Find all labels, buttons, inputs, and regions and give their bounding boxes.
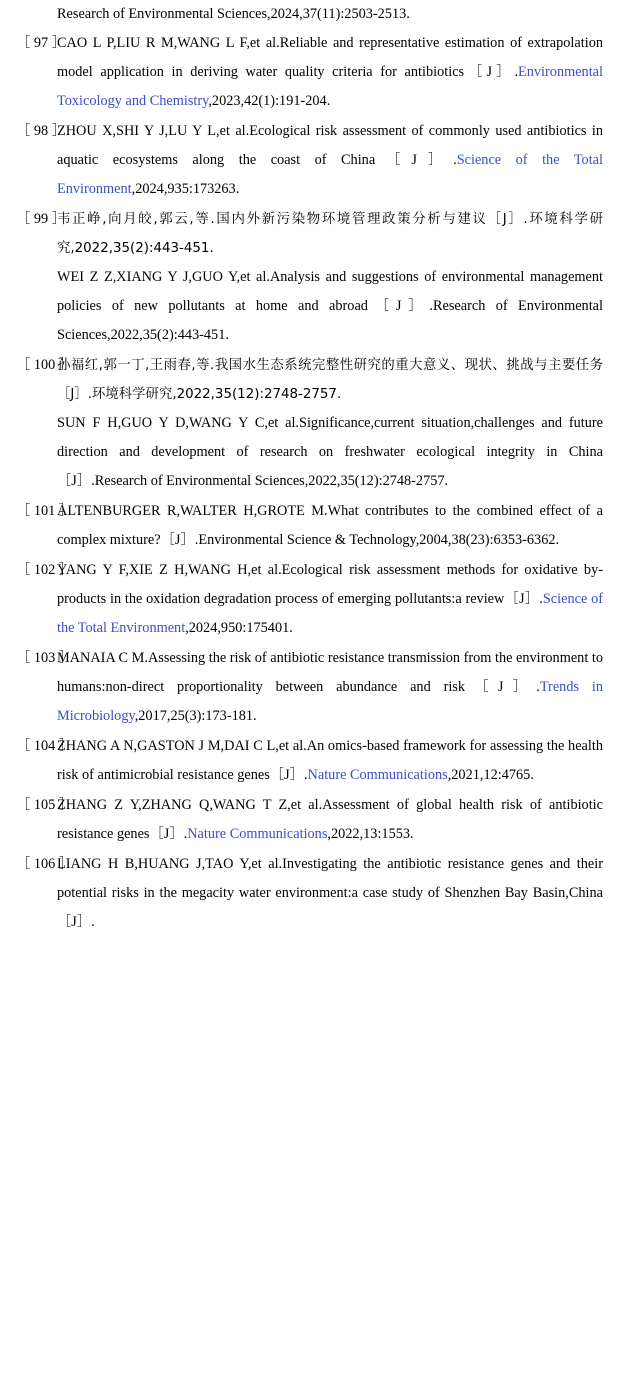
reference-entry (0, 497, 625, 555)
reference-entry (0, 791, 625, 849)
reference-text (57, 850, 625, 937)
reference-text (57, 205, 625, 350)
reference-citation-primary (57, 29, 603, 116)
reference-text (57, 117, 625, 204)
reference-number: ［ 98 ］ (16, 123, 67, 139)
journal-link[interactable]: Environmental Toxicology and Chemistry (57, 64, 603, 109)
reference-text (57, 732, 625, 790)
citation-text: ZHANG Z Y,ZHANG Q,WANG T Z,et al.Assessment of global health risk of antibiotic resistance genes［J］. (57, 797, 603, 842)
reference-text (57, 497, 625, 555)
citation-text: ,2024,935:173263. (131, 181, 240, 197)
reference-number: ［ 100 ］ (16, 357, 74, 373)
reference-entry (0, 556, 625, 643)
citation-text: 韦正峥,向月皎,郭云,等.国内外新污染物环境管理政策分析与建议［J］.环境科学研究,2022,35(2):443-451. (57, 212, 603, 256)
reference-citation-translation (57, 409, 603, 496)
reference-entry (0, 732, 625, 790)
citation-text: ,2021,12:4765. (447, 767, 534, 783)
citation-text: SUN F H,GUO Y D,WANG Y C,et al.Significance,current situation,challenges and future direction and development of research on freshwater ecological integrity in China［J］.Research of Environmental Sciences,2022,35(12):2748-2757. (57, 415, 603, 489)
reference-citation-primary (57, 850, 603, 937)
reference-number: ［ 104 ］ (16, 738, 74, 754)
citation-text: MANAIA C M.Assessing the risk of antibiotic resistance transmission from the environment to humans:non-direct proportionality between abundance and risk［J］. (57, 650, 603, 695)
journal-link[interactable]: Nature Communications (187, 826, 328, 842)
citation-text: ,2024,950:175401. (185, 620, 293, 636)
citation-text: ,2023,42(1):191-204. (208, 93, 331, 109)
citation-text: CAO L P,LIU R M,WANG L F,et al.Reliable and representative estimation of extrapolation model application in deriving water quality criteria for antibiotics［J］. (57, 35, 603, 80)
reference-text (57, 644, 625, 731)
reference-citation-primary (57, 205, 603, 263)
journal-link[interactable]: Trends in Microbiology (57, 679, 603, 724)
reference-citation-primary (57, 644, 603, 731)
reference-citation-primary (57, 351, 603, 409)
journal-link[interactable]: Science of the Total Environment (57, 591, 603, 636)
journal-link[interactable]: Nature Communications (307, 767, 448, 783)
reference-citation-primary (57, 732, 603, 790)
reference-entry (0, 351, 625, 496)
journal-link[interactable]: Science of the Total Environment (57, 152, 603, 197)
top-partial-line: Research of Environmental Sciences,2024,37(11):2503-2513. (57, 6, 410, 22)
reference-entry (0, 117, 625, 204)
reference-text (57, 556, 625, 643)
citation-text: ZHOU X,SHI Y J,LU Y L,et al.Ecological risk assessment of commonly used antibiotics in aquatic ecosystems along the coast of China［J］. (57, 123, 603, 168)
reference-list (0, 29, 625, 937)
citation-text: LIANG H B,HUANG J,TAO Y,et al.Investigating the antibiotic resistance genes and their potential risks in the megacity water environment:a case study of Shenzhen Bay Basin,China［J］. (57, 856, 603, 930)
reference-citation-primary (57, 791, 603, 849)
reference-number: ［ 97 ］ (16, 35, 67, 51)
reference-number: ［ 101 ］ (16, 503, 74, 519)
citation-text: ALTENBURGER R,WALTER H,GROTE M.What contributes to the combined effect of a complex mixture?［J］.Environmental Science & Technology,2004,38(23):6353-6362. (57, 503, 603, 548)
reference-citation-primary (57, 556, 603, 643)
citation-text: WEI Z Z,XIANG Y J,GUO Y,et al.Analysis and suggestions of environmental management policies of new pollutants at home and abroad［J］.Research of Environmental Sciences,2022,35(2):443-451. (57, 269, 603, 343)
citation-text: ZHANG A N,GASTON J M,DAI C L,et al.An omics-based framework for assessing the health risk of antimicrobial resistance genes［J］. (57, 738, 603, 783)
citation-text: ,2022,13:1553. (327, 826, 414, 842)
citation-text: 孙福红,郭一丁,王雨春,等.我国水生态系统完整性研究的重大意义、现状、挑战与主要任务［J］.环境科学研究,2022,35(12):2748-2757. (57, 358, 603, 402)
reference-text (57, 791, 625, 849)
reference-number: ［ 105 ］ (16, 797, 74, 813)
reference-text (57, 351, 625, 496)
reference-citation-primary (57, 117, 603, 204)
reference-citation-translation (57, 263, 603, 350)
reference-citation-primary (57, 497, 603, 555)
reference-text (57, 29, 625, 116)
reference-number: ［ 106 ］ (16, 856, 74, 872)
reference-number: ［ 102 ］ (16, 562, 74, 578)
reference-number: ［ 103 ］ (16, 650, 74, 666)
citation-text: ,2017,25(3):173-181. (134, 708, 257, 724)
reference-entry (0, 850, 625, 937)
reference-number: ［ 99 ］ (16, 211, 67, 227)
reference-entry (0, 205, 625, 350)
reference-entry (0, 644, 625, 731)
citation-text: YANG Y F,XIE Z H,WANG H,et al.Ecological risk assessment methods for oxidative by-products in the oxidation degradation process of emerging pollutants:a review［J］. (57, 562, 603, 607)
reference-entry (0, 29, 625, 116)
